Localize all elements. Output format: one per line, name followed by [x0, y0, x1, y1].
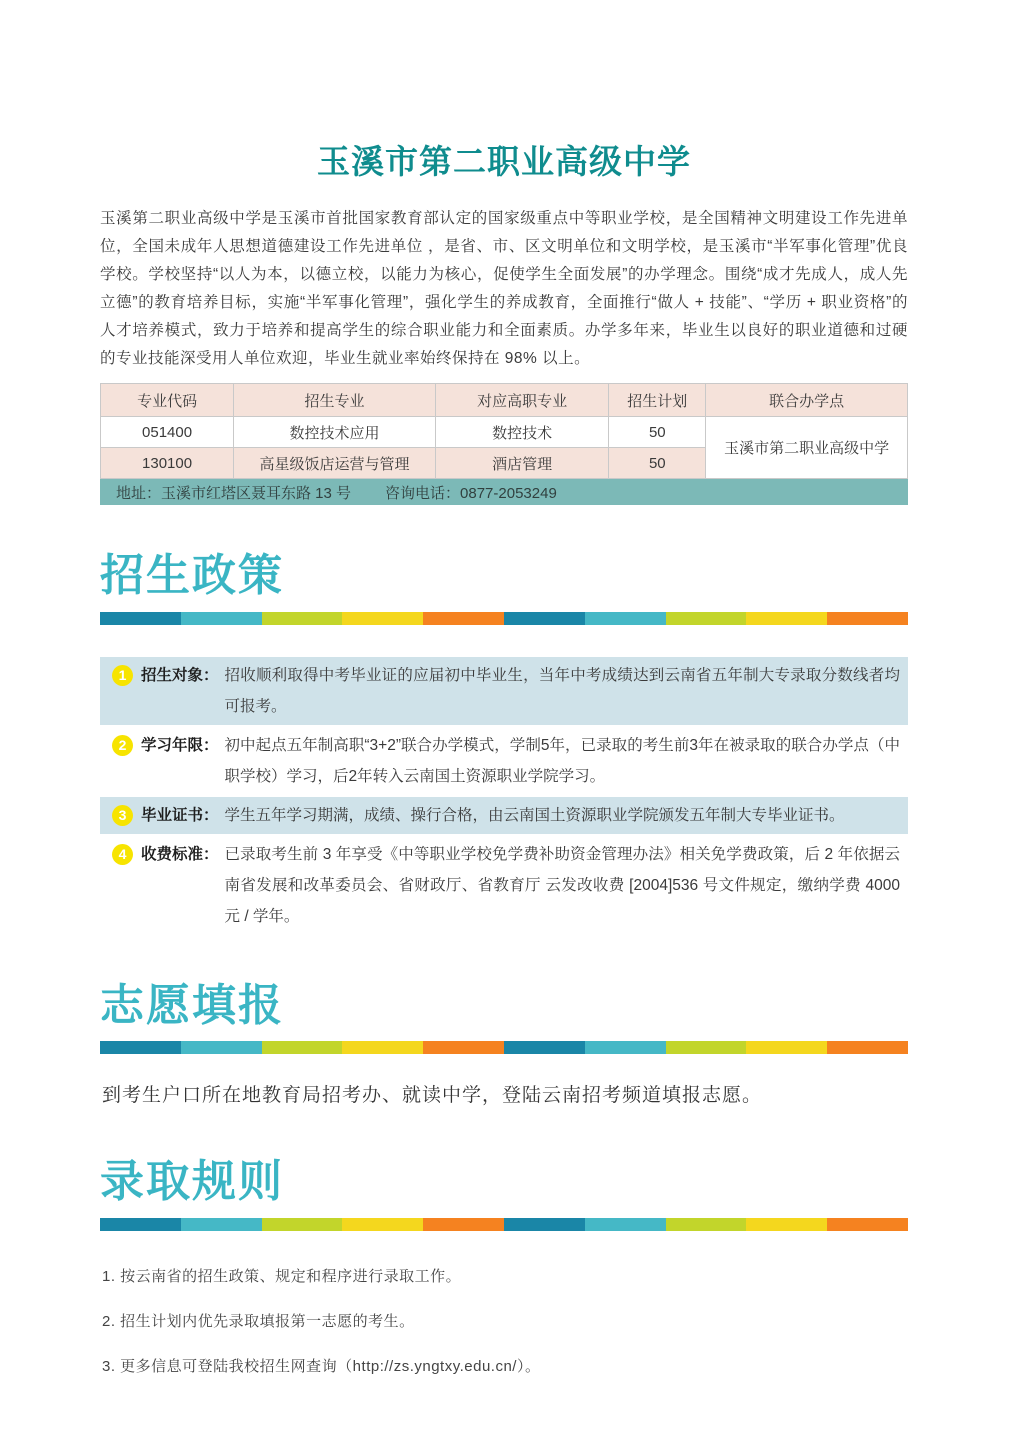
stripe-segment [423, 1041, 504, 1054]
stripe-segment [100, 612, 181, 625]
item-number-badge: 2 [112, 735, 133, 756]
rule-item: 1. 按云南省的招生政策、规定和程序进行录取工作。 [102, 1267, 462, 1285]
stripe-segment [342, 612, 423, 625]
stripe-segment [746, 1041, 827, 1054]
table-header-cell: 招生专业 [234, 384, 436, 417]
table-header-cell: 专业代码 [101, 384, 234, 417]
majors-table [100, 383, 908, 479]
stripe-segment [666, 1041, 747, 1054]
stripe-segment [423, 612, 504, 625]
stripe-divider [100, 612, 908, 625]
table-cell-code: 130100 [101, 448, 234, 479]
table-cell-major: 高星级饭店运营与管理 [234, 448, 436, 479]
policy-item [100, 727, 908, 795]
stripe-segment [827, 612, 908, 625]
section-heading-application: 志愿填报 [100, 980, 284, 1030]
stripe-segment [100, 1041, 181, 1054]
item-label: 学习年限： [141, 736, 219, 754]
item-number-badge: 3 [112, 805, 133, 826]
rule-item: 3. 更多信息可登陆我校招生网查询（http://zs.yngtxy.edu.cn/）。 [102, 1357, 541, 1375]
admission-rules-list [100, 1265, 908, 1376]
section-heading-policy: 招生政策 [100, 551, 284, 600]
contact-bar [100, 479, 908, 505]
table-cell-plan: 50 [609, 448, 706, 479]
policy-list [100, 657, 908, 935]
stripe-segment [342, 1041, 423, 1054]
item-number-badge: 4 [112, 844, 133, 865]
table-header-cell: 招生计划 [609, 384, 706, 417]
stripe-segment [504, 1041, 585, 1054]
stripe-segment [666, 1218, 747, 1231]
stripe-segment [181, 1041, 262, 1054]
address-text: 地址：玉溪市红塔区聂耳东路 13 号 [116, 484, 352, 502]
item-number-badge: 1 [112, 665, 133, 686]
stripe-segment [746, 1218, 827, 1231]
application-text: 到考生户口所在地教育局招考办、就读中学，登陆云南招考频道填报志愿。 [102, 1085, 763, 1107]
item-label: 招生对象： [141, 666, 219, 684]
stripe-segment [100, 1218, 181, 1231]
page-title: 玉溪市第二职业高级中学 [317, 143, 691, 180]
section-heading-admission: 录取规则 [100, 1157, 284, 1207]
item-label: 毕业证书： [141, 806, 219, 824]
table-cell-college-major: 酒店管理 [435, 448, 609, 479]
joint-school-cell: 玉溪市第二职业高级中学 [706, 417, 908, 479]
stripe-divider [100, 1218, 908, 1231]
table-cell-major: 数控技术应用 [234, 417, 436, 448]
rule-item: 2. 招生计划内优先录取填报第一志愿的考生。 [102, 1312, 415, 1330]
policy-item [100, 797, 908, 834]
table-header-cell: 联合办学点 [706, 384, 908, 417]
item-label: 收费标准： [141, 845, 219, 863]
phone-text: 咨询电话：0877-2053249 [385, 484, 557, 502]
stripe-segment [585, 1041, 666, 1054]
stripe-segment [342, 1218, 423, 1231]
stripe-segment [827, 1041, 908, 1054]
stripe-segment [504, 1218, 585, 1231]
policy-item [100, 657, 908, 725]
stripe-segment [666, 612, 747, 625]
intro-paragraph: 玉溪第二职业高级中学是玉溪市首批国家教育部认定的国家级重点中等职业学校，是全国精神文明建设工作先进单位，全国未成年人思想道德建设工作先进单位 ，是省、市、区文明单位和文明学校，是玉溪市“半军事化管理”优良学校。学校坚持“以人为本，以德立校，以能力为核心，促使学生全面发展”的办学理念。围绕“成才先成人，成人先立德”的教育培养目标，实施“半军事化管理”，强化学生的养成教育，全面推行“做人 + 技能”、“学历 + 职业资格”的人才培养模式，致力于培养和提高学生的综合职业能力和全面素质。办学多年来，毕业生以良好的职业道德和过硬的专业技能深受用人单位欢迎，毕业生就业率始终保持在 98% 以上。 [100, 210, 908, 367]
item-text: 学生五年学习期满，成绩、操行合格，由云南国土资源职业学院颁发五年制大专毕业证书。 [224, 806, 845, 824]
item-text: 已录取考生前 3 年享受《中等职业学校免学费补助资金管理办法》相关免学费政策，后 2 年依据云南省发展和改革委员会、省财政厅、省教育厅 云发改收费 [2004]536 号文件规定，缴纳学费 4000 元 / 学年。 [224, 845, 900, 925]
stripe-segment [181, 1218, 262, 1231]
stripe-segment [423, 1218, 504, 1231]
policy-item [100, 836, 908, 935]
stripe-divider [100, 1041, 908, 1054]
stripe-segment [262, 612, 343, 625]
table-header-cell: 对应高职专业 [435, 384, 609, 417]
stripe-segment [746, 612, 827, 625]
stripe-segment [262, 1218, 343, 1231]
stripe-segment [585, 1218, 666, 1231]
table-header-row [101, 384, 908, 417]
stripe-segment [181, 612, 262, 625]
table-cell-plan: 50 [609, 417, 706, 448]
stripe-segment [262, 1041, 343, 1054]
stripe-segment [585, 612, 666, 625]
item-text: 招收顺利取得中考毕业证的应届初中毕业生，当年中考成绩达到云南省五年制大专录取分数线者均可报考。 [224, 666, 900, 715]
stripe-segment [504, 612, 585, 625]
item-text: 初中起点五年制高职“3+2”联合办学模式，学制5年，已录取的考生前3年在被录取的联合办学点（中职学校）学习，后2年转入云南国土资源职业学院学习。 [224, 736, 900, 785]
table-cell-code: 051400 [101, 417, 234, 448]
table-row [101, 417, 908, 448]
stripe-segment [827, 1218, 908, 1231]
table-cell-college-major: 数控技术 [435, 417, 609, 448]
